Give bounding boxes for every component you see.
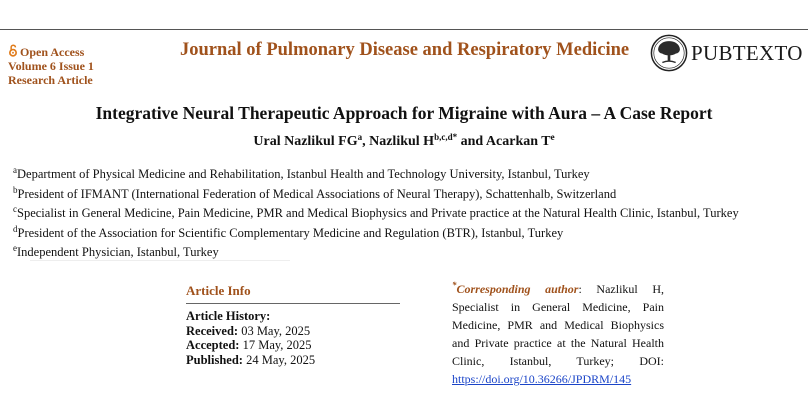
article-history <box>186 309 400 367</box>
affiliation-item: $^b$President of IFMANT (International Federation of Medical Associations of Neural Therapy), Schattenhalb, Switzerland <box>13 184 617 201</box>
article-history-label: Article History: <box>186 309 271 323</box>
publisher-logo-text: PUBTEXTO <box>691 40 803 65</box>
volume-issue: Volume 6 Issue 1 <box>8 59 94 73</box>
published-date: Published: 24 May, 2025 <box>186 352 316 367</box>
header-top-rule <box>0 29 808 30</box>
article-info-heading: Article Info <box>186 283 400 304</box>
affiliation-item: $^d$President of the Association for Scientific Complementary Medicine and Regulation (BTR), Istanbul, Turkey <box>13 223 564 240</box>
doi-link[interactable]: https://doi.org/10.36266/JPDRM/145 <box>452 372 632 386</box>
corresponding-star: * <box>452 280 457 290</box>
publisher-logo <box>650 34 803 72</box>
affiliation-item: $^a$Department of Physical Medicine and Rehabilitation, Istanbul Health and Technology University, Istanbul, Turkey <box>13 165 590 181</box>
tree-logo-icon <box>650 34 688 72</box>
corresponding-author <box>452 280 664 388</box>
corresponding-label: Corresponding author <box>456 282 579 296</box>
affiliation-item: $^e$Independent Physician, Istanbul, Turkey <box>13 243 219 259</box>
received-date: Received: 03 May, 2025 <box>186 323 311 338</box>
affiliation-item: $^c$Specialist in General Medicine, Pain Medicine, PMR and Medical Biophysics and Private practice at the Natural Health Clinic, Istanbul, Turkey <box>13 204 739 220</box>
journal-meta <box>8 44 94 87</box>
section-divider <box>30 260 290 261</box>
corresponding-text: : Nazlikul H, Specialist in General Medicine, Pain Medicine, PMR and Medical Biophysics and Private practice at the Natural Health Clinic, Istanbul, Turkey; DOI: <box>452 282 665 368</box>
author: Acarkan $T^e$ <box>485 132 555 149</box>
author: Nazlikul $H^{b,c,d*}$ and <box>369 132 486 149</box>
article-info-box <box>186 283 400 367</box>
open-access-line <box>8 44 94 59</box>
affiliation-list <box>13 165 739 263</box>
author-list <box>0 134 808 150</box>
open-access-label: Open Access <box>20 45 85 59</box>
open-access-lock-icon <box>8 44 18 57</box>
journal-name: Journal of Pulmonary Disease and Respiratory Medicine <box>180 40 630 60</box>
author: Ural Nazlikul $FG^a$, <box>253 132 370 149</box>
article-type: Research Article <box>8 73 93 87</box>
accepted-date: Accepted: 17 May, 2025 <box>186 338 312 352</box>
article-title: Integrative Neural Therapeutic Approach for Migraine with Aura – A Case Report <box>95 103 713 123</box>
